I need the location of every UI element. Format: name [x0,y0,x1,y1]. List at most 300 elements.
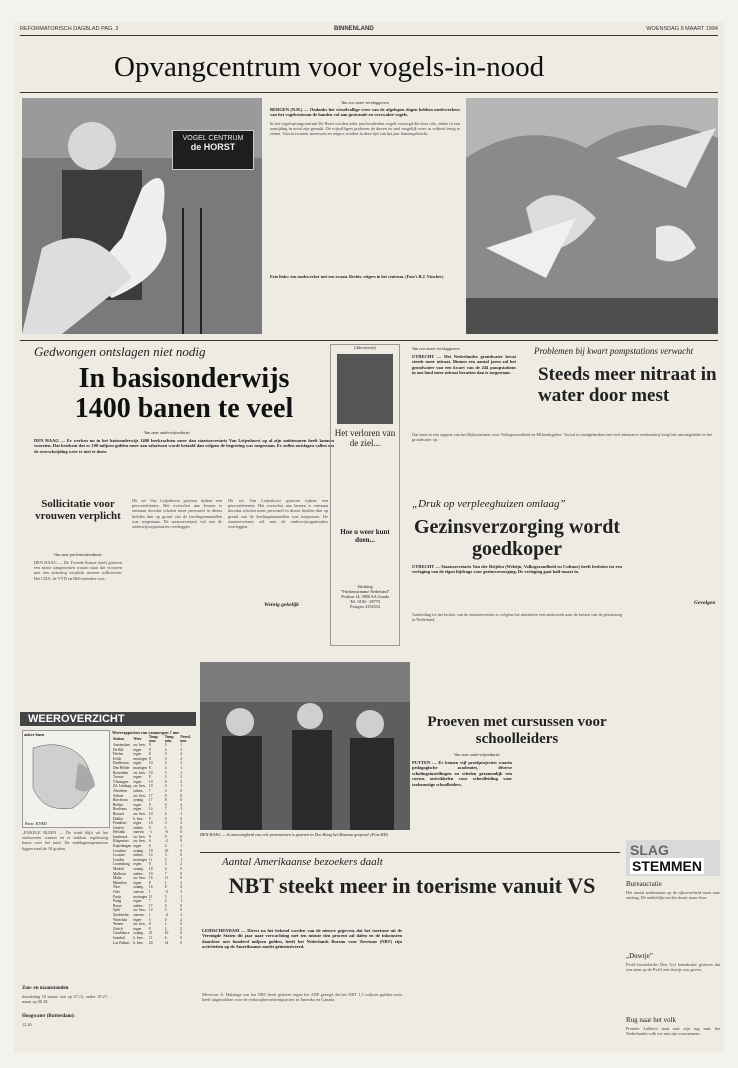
nbt-headline: NBT steekt meer in toerisme vanuit VS [228,873,596,898]
weather-cell: 4 [164,784,167,789]
weer-forecast: „ENKELE BUIEN — De wind blijft uit het zuidwesten waaien en er trekken regelmatig buien over het land. De middagtemperaturen liggen rond de 10 graden. [22,830,108,851]
weather-cell: Deelen [113,752,124,757]
weather-cell: 2 [180,926,183,931]
zon-heading: Zon- en maanstanden [22,986,69,991]
weather-cell: Oslo [113,890,120,894]
weather-cell: Amsterdam [113,743,130,747]
weather-cell: Aberdeen [113,788,127,793]
weather-cell: 10 [148,821,153,826]
weather-cell: regen [133,880,142,885]
sign-line-2: de HORST [190,142,236,152]
onderwijs-lead: DEN HAAG — Er werken nu in het basisonderwijs 1400 leerkrachten meer dan staatssecretaris Van Leijenhorst op al zijn ambtenaren heeft kunnen voorzien. Dat betekent dat er 100 miljoen gulden meer aan salarissen wordt betaald dan volgens de begroting was toegestaan. Er zullen ontslagen vallen om de overschrijding weer te niet te doen. [34,438,334,454]
weather-cell: Rotterdam [113,770,129,775]
weather-cell: -4 [164,912,168,917]
weather-cell: 16 [148,876,153,881]
nbt-lead: LEIDSCHENDAM — Direct na het bekend worden van de nieuwe gegevens dat het toerisme uit de Verenigde Staten dit jaar naar verwachting met ten minste tien procent zal dalen en de inkomsten daardoor met honderd miljoen gulden, heeft het Nederlands Bureau voor Toerisme (NBT) zijn activiteiten op de Amerikaanse markt geïntensiveerd. [202,928,402,950]
hoogwater-heading: Hoogwater (Rotterdam): [22,1014,76,1019]
weather-cell: zw. bew. [133,839,146,844]
weather-cell: Kopenhagen [113,844,132,849]
weather-cell: Luxemburg [113,862,130,867]
weather-cell: 5 [164,770,167,775]
weather-cell: 0 [180,853,183,858]
weather-cell: 4 [164,747,167,752]
cursussen-headline: Proeven met cursussen voor schoolleiders [427,714,607,747]
weather-cell: 0 [180,935,183,940]
weather-cell: 9 [148,816,151,821]
stemmen-logo: SLAG [630,842,669,858]
zon-text: donderdag 10 maart: zon op 07.13, onder 18.27; maan op 08.28. [22,994,108,1005]
weather-cell: 1 [180,743,183,747]
weather-cell: Las Palmas [113,940,130,945]
weather-cell: 5 [164,743,167,747]
weather-cell: 14 [164,940,169,945]
weather-cell: 0 [180,825,183,830]
weather-cell: 9 [164,793,167,798]
weather-cell: 5 [164,908,167,913]
weather-cell: 3 [164,756,167,761]
nbt-body: Mevrouw A. Hulsinga van het NBT heeft gisteren tegen het ANP gezegd dat het NBT 1,5 miljoen gulden extra heeft uitgetrokken voor de verkoopbevorderingsacties in Amerika en Canada. [202,992,402,1003]
weather-cell: Istanbul [113,935,125,940]
weather-cell: 2 [180,917,183,922]
ad-label: (Advertentie) [353,345,377,350]
weather-cell: 4 [164,765,167,770]
onderwijs-headline: In basisonderwijs 1400 banen te veel [74,363,294,424]
bird-handler-photo [22,98,262,334]
weather-cell: 6 [164,935,167,940]
weather-cell: 0 [164,917,167,922]
weather-cell: 2 [180,912,183,917]
weather-cell: 19 [148,871,153,876]
weather-cell: 1 [180,857,183,862]
stemmen-h1: Bureaucratie [626,880,662,888]
weather-cell: 7 [148,899,151,904]
weather-cell: Londen [113,857,124,862]
weather-cell: zonnig [133,848,144,853]
gevolgen-heading: Gevolgen [694,600,716,606]
col-station: Station [113,737,124,741]
weather-cell: motregen [133,894,147,899]
weather-cell: 8 [148,922,151,927]
weather-cell: 1 [164,922,167,927]
weather-cell: Brussel [113,811,124,816]
weather-cell: 10 [148,811,153,816]
weather-cell: regen [133,821,142,826]
weather-map-art [23,738,109,818]
weather-cell: 0 [180,848,183,853]
weather-cell: 0 [180,834,183,839]
weather-cell: regen [133,761,142,766]
weather-cell: 2 [164,926,167,931]
weather-cell: 3 [180,775,183,780]
weather-cell: 4 [164,802,167,807]
weather-cell: 2 [180,862,183,867]
weather-cell: 17 [148,793,153,798]
section-label: BINNENLAND [334,26,374,32]
weather-map [22,730,110,828]
sign-line-1: VOGEL CENTRUM [182,135,244,142]
weather-cell: 0 [180,839,183,844]
weather-cell: onbew. [133,853,144,858]
weather-table-grid [112,735,196,945]
weather-table [112,730,196,1050]
col-weer: Weer [133,737,142,741]
weather-cell: 1 [180,770,183,775]
weather-cell: 18 [148,867,153,872]
weer-banner-text: WEEROVERZICHT [28,713,125,725]
stemmen-t3: Premier Lubbers staat met zijn rug naar het Nederlandse volk toe met zijn voornemens. [626,1026,720,1037]
weather-cell: regen [133,807,142,812]
weather-cell: 3 [164,752,167,757]
weather-cell: 0 [180,885,183,890]
weather-cell: Berlijn [113,802,123,807]
weather-cell: Athene [113,793,124,798]
ad-title: Het verloren van de ziel... [334,428,396,448]
weather-cell: 14 [148,853,153,858]
section-rule-1 [20,340,718,341]
weather-cell: 11 [148,935,153,940]
weather-cell: 8 [148,765,151,770]
weather-cell: 1 [148,890,151,894]
weather-cell: 0 [180,903,183,908]
weather-cell: zonnig [133,798,144,803]
weather-cell: 8 [148,926,151,931]
ad-order-line: Postgiro 4152334 [350,604,380,609]
herons-photo-art [466,98,718,334]
stemmen-t1: Het aantal ambtenaren op de rijksoverheid moet naar omlaag. De ambtelijke molen draait maar door. [626,890,720,901]
weather-cell: 4 [180,802,183,807]
onderwijs-body-col1: Dit zei Van Leijenhorst gisteren tijdens een persconferentie. Het overschot aan leraren is ontstaan doordat scholen meer personeel in dienst hielden dan op grond van de leerlingenaantallen was toegestaan. De staatssecretaris wil met de onderwijsorganisaties overleggen. [132,498,222,530]
weather-cell: motregen [133,756,147,761]
weather-cell: 1 [180,844,183,849]
nbt-kicker: Aantal Amerikaanse bezoekers daalt [222,856,383,868]
weather-cell: regen [133,802,142,807]
weather-cell: 1 [164,825,167,830]
weather-cell: 0 [164,834,167,839]
weather-cell: 6 [164,779,167,784]
weather-cell: 2 [180,779,183,784]
weather-cell: 17 [148,798,153,803]
weather-cell: Bordeaux [113,807,127,812]
main-byline: Van een onzer verslaggevers [341,100,389,105]
weather-cell: regen [133,917,142,922]
weather-cell: 19 [148,848,153,853]
weather-cell: Den Helder [113,765,130,770]
hoogwater-text: 12.26 [22,1022,32,1027]
weather-cell: 9 [148,825,151,830]
weather-cell: 2 [180,761,183,766]
main-body: In het vogelopvangcentrum De Horst worden ieder jaar honderden vogels verzorgd die door olie, ziekte of een aanrijding in nood zijn geraakt. De vrijwilligers proberen de dieren zo snel mogelijk weer in vrijheid terug te zetten. Vooral zwanen, meeuwen en reigers worden in deze tijd van het jaar binnengebracht. [270,120,460,137]
weather-cell: 1 [180,765,183,770]
ad-portrait [337,354,393,424]
ad-order-line: Tel. 0182 - 38770 [350,599,380,604]
weather-cell: 3 [180,807,183,812]
weather-cell: 20 [148,940,153,945]
weather-cell: regen [133,752,142,757]
weather-cell: 4 [164,811,167,816]
main-lead: BERGEN (N.H.) — Ondanks het wisselvallige weer van de afgelopen dagen hebben medewerkers van het vogelcentrum de handen vol aan gestrande en verzwakte vogels. [270,107,460,118]
weather-cell: 3 [180,747,183,752]
weather-cell: 17 [148,903,153,908]
cursussen-body: PUTTEN — Er komen vijf proefprojecten waarin pedagogische academies, diverse scholingsinstellingen en scholen gezamenlijk een cursus ontwikkelen voor schoolleiding voor toekomstige schoolleiders. [412,760,512,787]
weather-cell: Stockholm [113,912,129,917]
weather-cell: 4 [180,752,183,757]
weather-cell: 3 [180,890,183,894]
weather-cell: sneeuw [133,912,145,917]
weather-cell: Warschau [113,917,128,922]
weather-cell: 2 [180,880,183,885]
weather-cell: 16 [148,885,153,890]
weather-cell: 4 [164,867,167,872]
weather-cell: 8 [148,862,151,867]
issue-date: WOENSDAG 9 MAART 1994 [646,26,718,32]
nbt-rule [200,852,620,853]
weather-cell: Genève [113,825,124,830]
weather-cell: h. bew. [133,935,144,940]
weather-cell: motregen [133,857,147,862]
weather-cell: zonnig [133,867,144,872]
weather-cell: 7 [148,788,151,793]
weather-rows [112,743,196,945]
stemmen-banner [626,840,720,876]
weather-cell: sneeuw [133,830,145,835]
weather-cell: 11 [148,857,153,862]
weather-cell: 0 [180,867,183,872]
weather-cell: 3 [164,862,167,867]
weather-cell: zw. bew. [133,876,146,881]
weather-cell: 8 [164,798,167,803]
weather-cell: 2 [164,844,167,849]
weather-cell: 0 [180,931,183,936]
weather-cell: 1 [180,894,183,899]
weather-cell: 8 [148,752,151,757]
weather-cell: zonnig [133,885,144,890]
weather-cell: zw. bew. [133,811,146,816]
weather-cell: 2 [164,899,167,904]
weather-cell: Praag [113,899,122,904]
weather-cell: h. bew. [133,816,144,821]
weather-cell: 14 [148,807,153,812]
weather-cell: Klagenfurt [113,839,129,844]
weather-cell: zw. bew. [133,834,146,839]
weather-cell: Mallorca [113,871,126,876]
weather-cell: 10 [164,848,169,853]
sollicitatie-headline: Sollicitatie voor vrouwen verplicht [35,498,121,522]
weather-cell: De Bilt [113,747,124,752]
weather-cell: 9 [148,834,151,839]
weather-cell: 8 [148,756,151,761]
weather-cell: Nice [113,885,120,890]
weather-cell: 8 [148,880,151,885]
weather-cell: 2 [180,756,183,761]
weather-cell: 3 [164,775,167,780]
museum-caption: DEN HAAG — In aanwezigheid van vele prominenten is gisteren in Den Haag het Museum geopend. (Foto RD) [200,832,388,837]
weather-cell: 0 [180,871,183,876]
weather-cell: Lissabon [113,848,126,853]
nitraat-body: Dat staat in een rapport van het Rijksinstituut voor Volksgezondheid en Milieuhygiëne. Vooral in zandgebieden met veel intensieve veehouderij loopt het nitraatgehalte in het grondwater op. [412,432,712,443]
weather-cell: regen [133,747,142,752]
weather-cell: zw. bew. [133,770,146,775]
weer-banner [20,712,196,726]
weather-cell: Zd. Limburg [113,784,132,789]
stemmen-t2: PvdA-fractieleider Den Uyl benadrukte gisteren dat een stem op de PvdA een duwtje zou geven. [626,962,720,973]
weather-cell: onbew. [133,788,144,793]
weather-cell: 0 [180,940,183,945]
weather-cell: 9 [148,802,151,807]
weather-cell: -3 [164,890,168,894]
weather-cell: 8 [148,775,151,780]
main-article [270,100,460,338]
weather-cell: 21 [148,931,153,936]
herons-photo [466,98,718,334]
centre-sign [172,130,254,170]
weather-cell: 9 [148,743,151,747]
weather-cell: regen [133,862,142,867]
weather-cell: regen [133,899,142,904]
weather-cell: regen [133,779,142,784]
weather-cell: Locarno [113,853,125,858]
weather-cell: Vlissingen [113,779,129,784]
weather-cell: Madrid [113,867,124,872]
weather-cell: 1 [164,880,167,885]
weather-cell: 0 [180,793,183,798]
col-max: Temp. max. [148,735,159,743]
weather-cell: onbew. [133,825,144,830]
weather-cell: zw. bew. [133,784,146,789]
table-row [112,941,196,946]
weather-cell: zw. bew. [133,793,146,798]
weather-cell: -6 [164,830,168,835]
weather-cell: -2 [164,839,168,844]
weather-cell: 7 [164,871,167,876]
weather-cell: Helsinki [113,830,126,835]
onderwijs-kicker: Gedwongen ontslagen niet nodig [34,344,206,359]
map-title: anker buen [24,732,45,737]
col-min: Temp. min. [164,735,175,743]
weather-cell: 9 [148,747,151,752]
weather-cell: 11 [148,894,153,899]
weather-cell: onbew. [133,871,144,876]
weather-cell: 1 [180,899,183,904]
weather-cell: 0 [180,876,183,881]
map-source: Bron: KNMI [25,821,47,826]
weather-cell: Frankfurt [113,821,127,826]
weather-cell: 5 [164,761,167,766]
weather-cell: 0 [180,798,183,803]
weather-cell: Twente [113,775,124,780]
weather-cell: 6 [148,839,151,844]
weather-cell: motregen [133,765,147,770]
main-photo-caption: Foto links: een medewerker met een zwaan. Rechts: reigers in het centrum. (Foto's R.J. Visscher) [270,273,444,279]
stemmen-h2: „Duwtje” [626,952,653,960]
stemmen-h3: Rug naar het volk [626,1016,676,1024]
weather-cell: 0 [180,830,183,835]
weather-cell: -1 [148,830,152,835]
weather-cell: München [113,880,127,885]
weather-cell: Dublin [113,816,123,821]
weather-cell: Barcelona [113,798,128,803]
onderwijs-body-col2: Dit zei Van Leijenhorst gisteren tijdens een persconferentie. Het overschot aan leraren is ontstaan doordat scholen meer personeel in dienst hielden dan op grond van de leerlingenaantallen was toegestaan. De staatssecretaris wil met de onderwijsorganisaties overleggen. [228,498,328,530]
weather-cell: regen [133,775,142,780]
weather-cell: 10 [148,779,153,784]
weather-cell: 11 [164,876,169,881]
ad-order-line: "Friedensstimme Nederland" [340,589,390,594]
weather-cell: 10 [148,770,153,775]
onderwijs-byline: Van onze onderwijsredactie [144,430,191,435]
weather-cell: 1 [180,784,183,789]
weather-cell: Innsbruck [113,834,128,839]
weather-cell: zw. bew. [133,908,146,913]
weather-cell: 3 [164,788,167,793]
ad-quote: Hoe u weer kunt doen... [340,528,390,544]
weather-cell: regen [133,926,142,931]
col-neersl: Neersl. mm. [180,735,191,743]
weather-cell: 10 [148,784,153,789]
weather-cell: regen [133,844,142,849]
weather-cell: 6 [148,844,151,849]
header-rule [20,35,718,36]
weather-cell: Parijs [113,894,122,899]
museum-photo-art [200,662,410,830]
gezinsverzorging-headline: Gezinsverzorging wordt goedkoper [413,516,621,560]
weather-cell: onbew. [133,903,144,908]
gezinsverzorging-lead: UTRECHT — Staatssecretaris Van der Reijden (Welzijn, Volksgezondheid en Cultuur) heeft besloten tot een verlaging van de eigen bijdrage voor gezinsverzorging. De verlaging gaat half maart in. [412,564,622,575]
ad-order-line: Postbus 14, 3800 AA Gouda [341,594,389,599]
cursussen-byline: Van onze onderwijsredactie [454,752,501,757]
weather-cell: 4 [164,816,167,821]
weather-cell: 14 [148,908,153,913]
weather-cell: Eindhoven [113,761,129,766]
nitraat-byline: Van een onzer verslaggevers [412,346,460,351]
weather-cell: zw. bew. [133,743,146,747]
headline-rule [20,92,718,93]
sollicitatie-body: DEN HAAG — De Tweede Kamer heeft gisteren een motie aangenomen waarin staat dat vrouwen met een uitkering verplicht moeten solliciteren. Het CDA, de VVD en D66 stemden voor. [34,560,122,581]
weather-cell: 2 [180,821,183,826]
nitraat-headline: Steeds meer nitraat in water door mest [538,364,717,406]
weather-cell: 1 [148,912,151,917]
weather-cell: 1 [180,811,183,816]
weather-cell: 7 [164,807,167,812]
paper-name: REFORMATORISCH DAGBLAD PAG. 3 [20,26,119,32]
gezinsverzorging-kicker: „Druk op verpleeghuizen omlaag” [412,498,566,510]
weather-cell: sneeuw [133,890,145,894]
weather-cell: 0 [180,908,183,913]
gezinsverzorging-body: Aanleiding tot het besluit van de staatssecretaris is volgens het ministerie een onderzoek naar de kosten van de gezinszorg in Nederland. [412,612,622,623]
weather-table-title: Weerrapporten van vanmorgen 7 uur [112,730,180,735]
weather-cell: Wenen [113,922,123,927]
weather-cell: 8 [164,885,167,890]
weather-cell: 10 [148,761,153,766]
nitraat-kicker: Problemen bij kwart pompstations verwacht [534,346,694,356]
newspaper-page [14,22,724,1052]
weather-cell: 0 [180,922,183,927]
weather-cell: zw. bew. [133,922,146,927]
weather-cell: 5 [164,857,167,862]
weather-cell: Casablanca [113,931,130,936]
weather-cell: zonnig [133,931,144,936]
nitraat-lead: UTRECHT — Het Nederlandse grondwater bevat steeds meer nitraat. Binnen een aantal jaren zal het grondwater van een kwart van de 244 pompstations in ons land meer nitraat bevatten dan is toegestaan. [412,354,516,376]
weather-cell: h. bew. [133,940,144,945]
weather-cell: 6 [164,903,167,908]
weather-cell: 0 [180,788,183,793]
main-headline: Opvangcentrum voor vogels-in-nood [114,51,545,83]
weather-cell: Rome [113,903,122,908]
stemmen-title: STEMMEN [632,858,702,874]
weather-cell: 3 [164,821,167,826]
weather-cell: 10 [164,931,169,936]
weather-cell: Zürich [113,926,123,931]
weinig-heading: Weinig gekelijk [264,602,299,608]
sollicitatie-byline: Van onze parlementsredactie [53,552,103,557]
